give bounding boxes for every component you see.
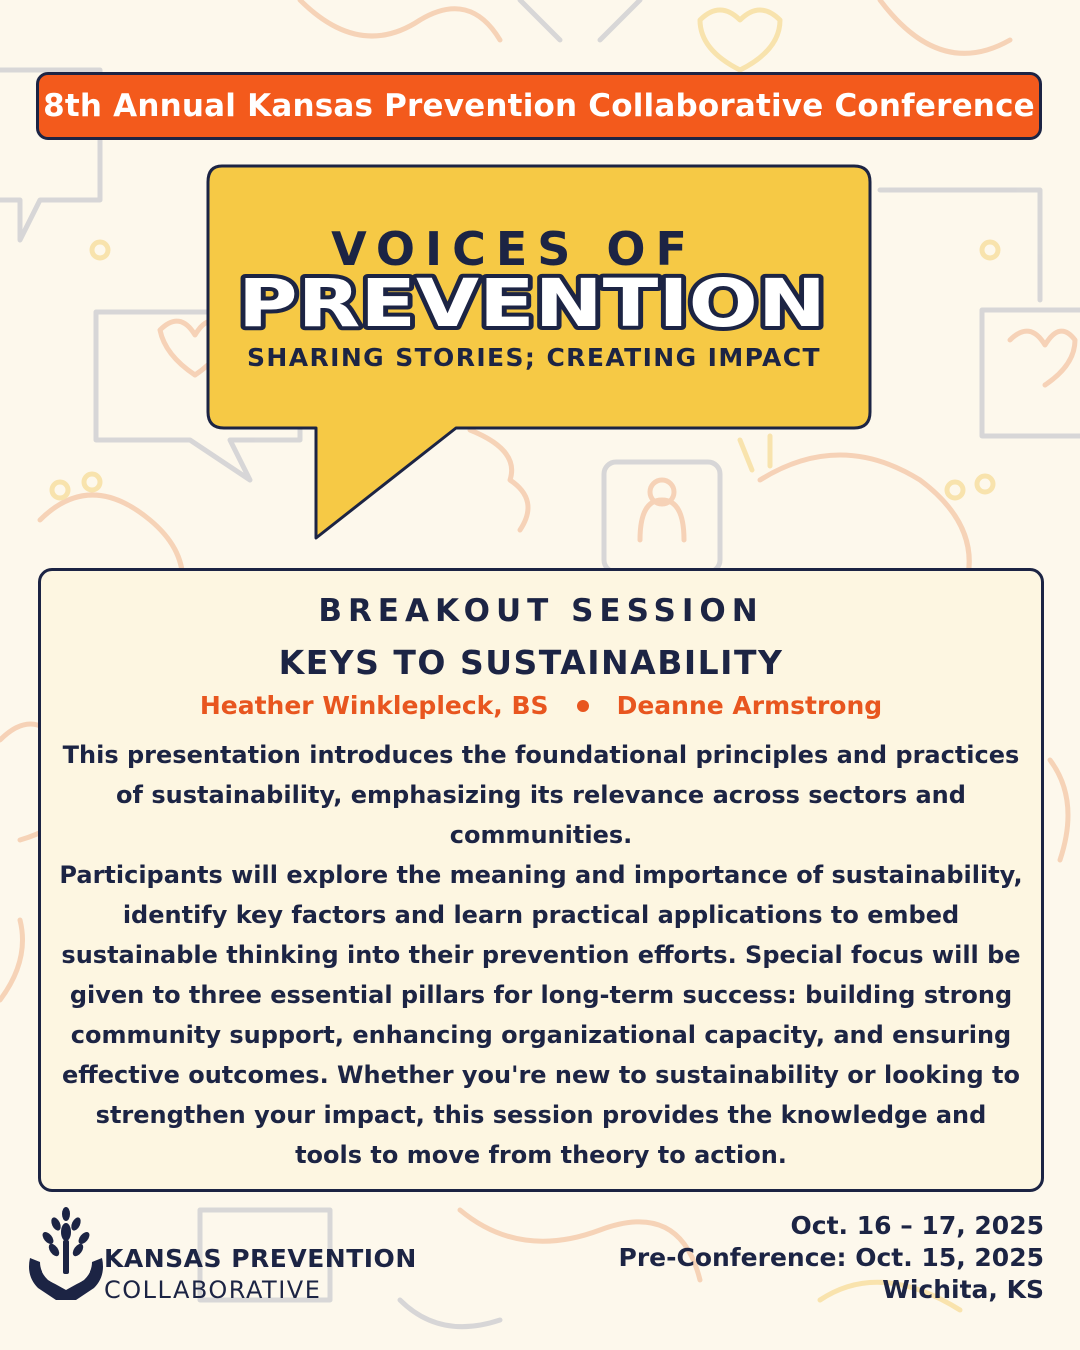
presenters: [41, 691, 1041, 720]
description-paragraph: Participants will explore the meaning and importance of sustainability, identify key factors and learn practical applications to embed sustainable thinking into their prevention efforts. Special focus will be given to three essential pillars for long-term success: building strong community support, enhancing organizational capacity, and ensuring effective outcomes. Whether you're new to sustainability or looking to strengthen your impact, this session provides the knowledge and tools to move from theory to action.: [59, 861, 1023, 1169]
presenter-name: Heather Winklepleck, BS: [199, 691, 549, 720]
session-description: [59, 735, 1023, 1175]
theme-tagline: SHARING STORIES; CREATING IMPACT: [247, 343, 821, 372]
session-title: KEYS TO SUSTAINABILITY: [278, 643, 784, 682]
presenter-name: Deanne Armstrong: [616, 691, 883, 720]
event-dates: Oct. 16 – 17, 2025: [790, 1211, 1044, 1240]
prevention-wordmark: PREVENTION: [238, 268, 826, 338]
description-paragraph: This presentation introduces the foundational principles and practices of sustainability, emphasizing its relevance across sectors and communities.: [62, 741, 1020, 849]
conference-title: 8th Annual Kansas Prevention Collaborative Conference: [43, 88, 1035, 124]
logo-text-line1: KANSAS PREVENTION: [104, 1244, 417, 1273]
event-location: Wichita, KS: [882, 1275, 1044, 1304]
session-card: [38, 568, 1044, 1192]
theme-line-prevention: [232, 268, 832, 338]
preconference-date: Pre-Conference: Oct. 15, 2025: [618, 1243, 1044, 1272]
hands-tree-icon: [26, 1206, 108, 1306]
theme-line-voices-of: VOICES OF: [331, 222, 697, 276]
logo-text-line2: COLLABORATIVE: [104, 1276, 322, 1304]
session-type-heading: BREAKOUT SESSION: [318, 593, 764, 629]
kpc-logo: [26, 1206, 417, 1310]
separator-dot: [577, 700, 589, 712]
conference-banner: [36, 72, 1042, 140]
event-info: [619, 1210, 1045, 1306]
